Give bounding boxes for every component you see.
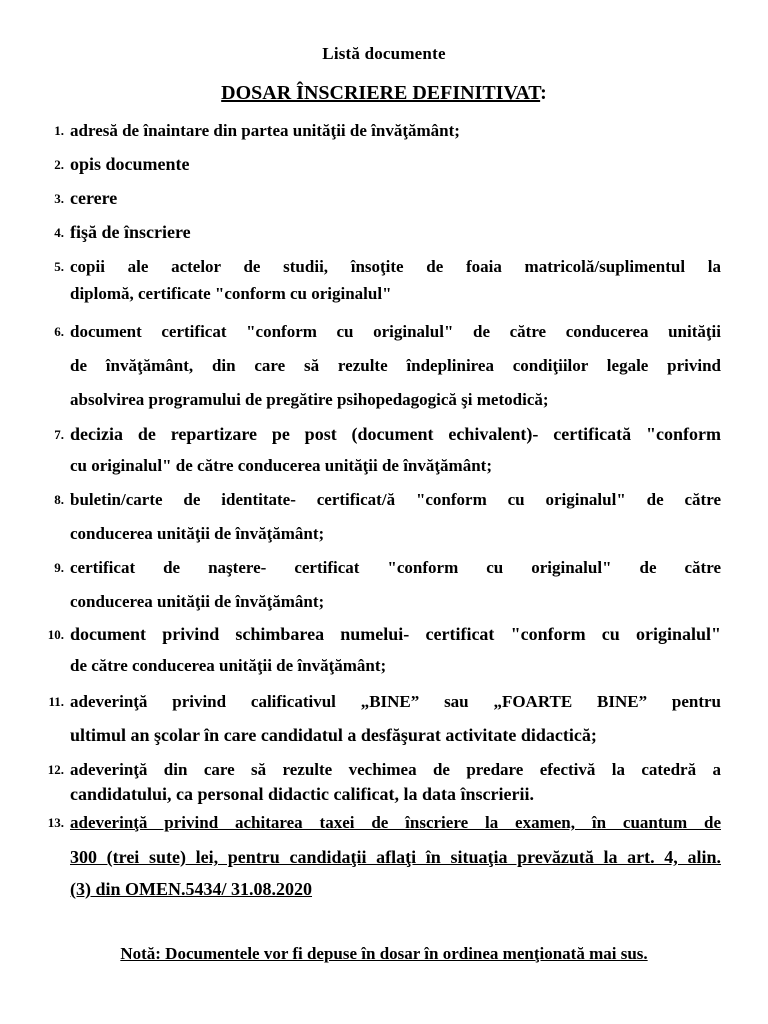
item-number: 1. (54, 123, 64, 138)
subtitle-colon: : (540, 82, 547, 104)
item-line: decizia de repartizare pe post (document echivalent)- certificată "conform (70, 424, 721, 444)
item-line: opis documente (70, 154, 190, 174)
item-number: 11. (48, 694, 64, 709)
list-item (47, 623, 721, 677)
list-item (48, 691, 721, 746)
list-item (54, 557, 721, 613)
list-item (54, 187, 721, 209)
item-line: copii ale actelor de studii, însoţite de foaia matricolă/suplimentul la (70, 257, 721, 276)
item-line: cerere (70, 188, 118, 208)
item-line: conducerea unităţii de învăţământ; (70, 592, 325, 611)
item-number: 3. (54, 191, 64, 206)
item-line: adeverinţă privind achitarea taxei de înscriere la examen, în cuantum de (70, 813, 721, 832)
item-number: 4. (54, 225, 64, 240)
list-item (54, 321, 721, 411)
item-line: document privind schimbarea numelui- certificat "conform cu originalul" (70, 624, 721, 644)
item-line: de către conducerea unităţii de învăţământ; (70, 656, 387, 675)
item-line: diplomă, certificate "conform cu originalul" (70, 284, 392, 303)
document-title: Listă documente (322, 44, 446, 63)
item-line: adeverinţă privind calificativul „BINE” sau „FOARTE BINE” pentru (70, 692, 721, 711)
item-line: candidatului, ca personal didactic calificat, la data înscrierii. (70, 784, 534, 804)
item-line: certificat de naştere- certificat "conform cu originalul" de către (70, 558, 721, 577)
subtitle-text: DOSAR ÎNSCRIERE DEFINITIVAT (221, 82, 541, 104)
item-number: 12. (47, 762, 64, 777)
item-number: 8. (54, 492, 64, 507)
list-item (54, 221, 721, 243)
list-item (54, 256, 721, 305)
list-item (54, 423, 721, 477)
item-number: 7. (54, 427, 64, 442)
item-number: 9. (54, 560, 64, 575)
item-line: ultimul an şcolar în care candidatul a desfăşurat activitate didactică; (70, 725, 597, 745)
list-item (54, 153, 721, 175)
item-line: adresă de înaintare din partea unităţii de învăţământ; (70, 121, 460, 140)
document-subtitle (0, 82, 768, 105)
item-line: absolvirea programului de pregătire psihopedagogică şi metodică; (70, 390, 549, 409)
item-line: conducerea unităţii de învăţământ; (70, 524, 325, 543)
item-number: 2. (54, 157, 64, 172)
item-line: document certificat "conform cu originalul" de către conducerea unităţii (70, 322, 721, 341)
item-line: buletin/carte de identitate- certificat/ă "conform cu originalul" de către (70, 490, 721, 509)
item-line: 300 (trei sute) lei, pentru candidaţii aflaţi în situaţia prevăzută la art. 4, alin. (70, 847, 721, 867)
list-item (54, 120, 721, 142)
list-item (54, 489, 721, 545)
item-number: 5. (54, 259, 64, 274)
item-number: 10. (47, 627, 64, 642)
item-line: adeverinţă din care să rezulte vechimea de predare efectivă la catedră a (70, 760, 721, 779)
list-item (47, 759, 721, 805)
footer-note: Notă: Documentele vor fi depuse în dosar în ordinea menţionată mai sus. (120, 944, 648, 963)
item-number: 13. (47, 815, 64, 830)
item-line: de învăţământ, din care să rezulte îndeplinirea condiţiilor legale privind (70, 356, 721, 375)
item-number: 6. (54, 324, 64, 339)
item-line: fişă de înscriere (70, 222, 191, 242)
item-line: (3) din OMEN.5434/ 31.08.2020 (70, 879, 313, 899)
item-line: cu originalul" de către conducerea unităţii de învăţământ; (70, 456, 492, 475)
list-item (47, 812, 721, 900)
